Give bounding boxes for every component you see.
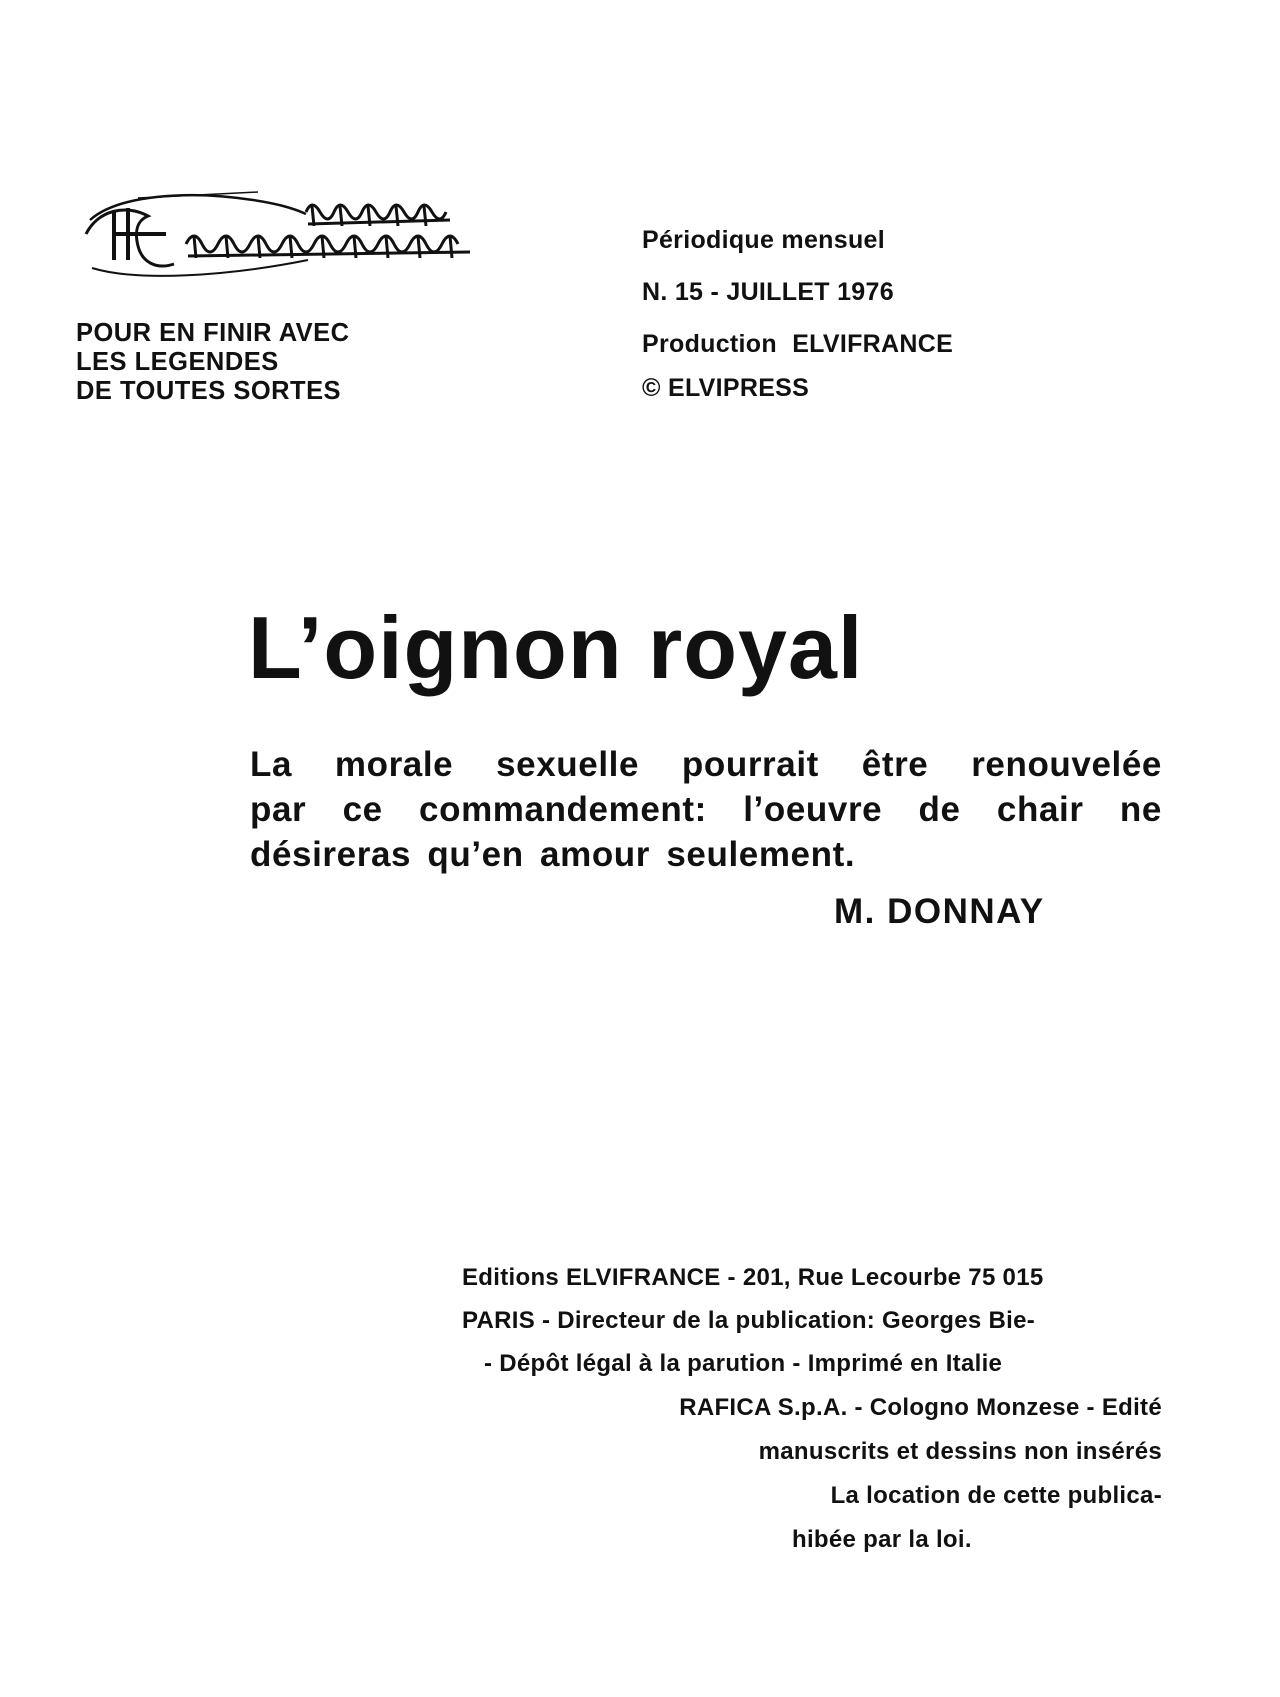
quote-word: être xyxy=(861,745,929,784)
quote-word: par xyxy=(250,790,307,829)
imprint-line: - Dépôt légal à la parution - Imprimé en Italie xyxy=(484,1350,1003,1377)
periodicity: Périodique mensuel xyxy=(642,226,885,254)
imprint-line: Editions ELVIFRANCE - 201, Rue Lecourbe 75 015 xyxy=(462,1264,1044,1291)
quote-word: sexuelle xyxy=(496,745,640,784)
gothic-logo-icon xyxy=(78,190,478,280)
quote-word: morale xyxy=(334,745,454,784)
copyright: © ELVIPRESS xyxy=(642,374,810,402)
tagline-line: POUR EN FINIR AVEC xyxy=(76,317,350,347)
quote-word: La xyxy=(250,745,293,784)
production xyxy=(642,330,953,359)
quote-word: de xyxy=(918,790,961,829)
imprint-line: manuscrits et dessins non insérés xyxy=(758,1438,1162,1465)
imprint-line: La location de cette publica- xyxy=(830,1482,1162,1509)
quote-word: l’oeuvre xyxy=(743,790,883,829)
epigraph-quote xyxy=(250,742,1170,877)
quote-word: ce xyxy=(342,790,383,829)
quote-word: pourrait xyxy=(681,745,819,784)
tagline-line: LES LEGENDES xyxy=(76,346,279,376)
quote-word: renouvelée xyxy=(971,745,1162,784)
production-label: Production xyxy=(642,330,777,358)
quote-word: commandement: xyxy=(419,790,707,829)
quote-line-2 xyxy=(250,787,1162,832)
tagline xyxy=(76,318,448,405)
page-title: L’oignon royal xyxy=(248,598,864,697)
comics-satyriques-logo xyxy=(78,190,478,280)
imprint-line: hibée par la loi. xyxy=(792,1526,972,1553)
quote-line-1 xyxy=(250,742,1162,787)
imprint-line: PARIS - Directeur de la publication: Georges Bie- xyxy=(462,1307,1036,1334)
quote-author: M. DONNAY xyxy=(834,892,1045,931)
quote-word: chair xyxy=(996,790,1084,829)
issue-number: N. 15 - JUILLET 1976 xyxy=(642,278,894,306)
quote-word: ne xyxy=(1119,790,1162,829)
production-value: ELVIFRANCE xyxy=(792,330,954,358)
tagline-line: DE TOUTES SORTES xyxy=(76,375,342,405)
imprint-line: RAFICA S.p.A. - Cologno Monzese - Edité xyxy=(679,1394,1162,1421)
quote-line-3: désireras qu’en amour seulement. xyxy=(250,835,856,874)
